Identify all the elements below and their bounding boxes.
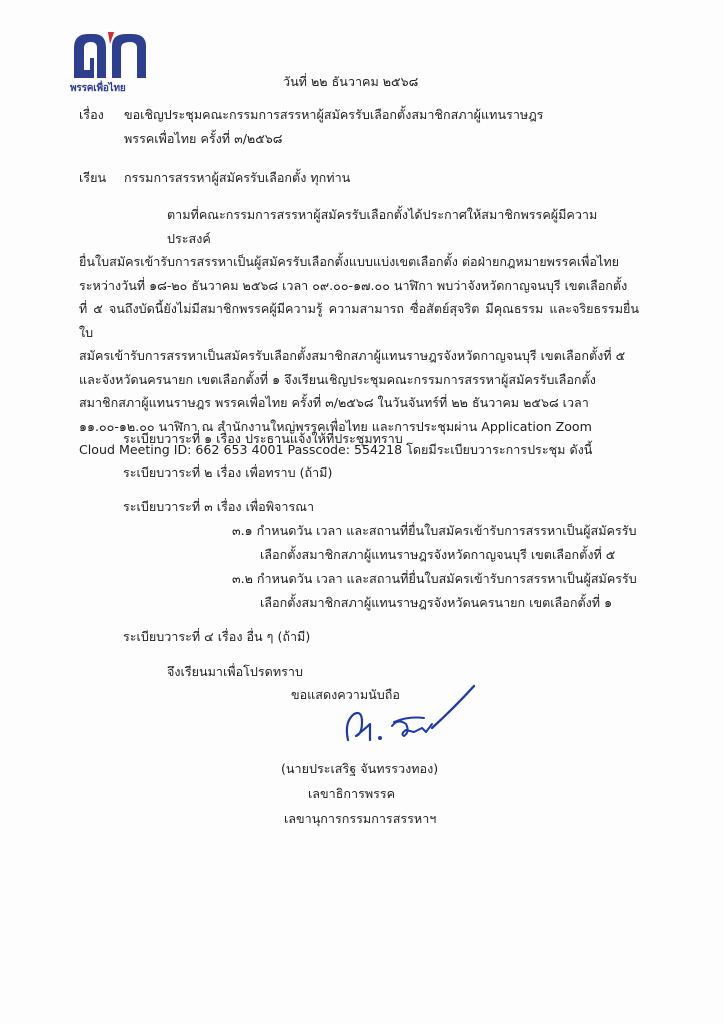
body-line: ที่ ๕ จนถึงบัดนี้ยังไม่มีสมาชิกพรรคผู้มีความรู้ ความสามารถ ซื่อสัตย์สุจริต มีคุณธรรม และจริยธรรมยื่นใบ [79, 301, 639, 340]
subject-line-1: ขอเชิญประชุมคณะกรรมการสรรหาผู้สมัครรับเลือกตั้งสมาชิกสภาผู้แทนราษฎร [124, 107, 544, 122]
body-paragraph [79, 203, 639, 462]
body-line: Cloud Meeting ID: 662 653 4001 Passcode: 554218 โดยมีระเบียบวาระการประชุม ดังนี้ [79, 442, 593, 457]
body-line: ยื่นใบสมัครเข้ารับการสรรหาเป็นผู้สมัครรับเลือกตั้งแบบแบ่งเขตเลือกตั้ง ต่อฝ่ายกฎหมายพรรคเพื่อไทย [79, 254, 620, 269]
regards-line: ขอแสดงความนับถือ [291, 687, 400, 702]
document-date: วันที่ ๒๒ ธันวาคม ๒๕๖๘ [283, 74, 419, 89]
body-line: และจังหวัดนครนายก เขตเลือกตั้งที่ ๑ จึงเรียนเชิญประชุมคณะกรรมการสรรหาผู้สมัครรับเลือกตั้ง [79, 371, 596, 387]
recipient-label: เรียน [79, 170, 107, 185]
agenda-sub-2-line-2: เลือกตั้งสมาชิกสภาผู้แทนราษฎรจังหวัดนครนายก เขตเลือกตั้งที่ ๑ [260, 595, 613, 610]
logo-caption: พรรคเพื่อไทย [70, 83, 126, 94]
agenda-item-4: ระเบียบวาระที่ ๔ เรื่อง อื่น ๆ (ถ้ามี) [123, 629, 311, 644]
agenda-item-1: ระเบียบวาระที่ ๑ เรื่อง ประธานแจ้งให้ที่ประชุมทราบ [123, 431, 403, 446]
body-line: ๑๑.๐๐-๑๒.๐๐ นาฬิกา ณ สำนักงานใหญ่พรรคเพื่อไทย และการประชุมผ่าน Application Zoom [79, 418, 592, 434]
subject-line-2: พรรคเพื่อไทย ครั้งที่ ๓/๒๕๖๘ [124, 131, 283, 146]
signer-name: (นายประเสริฐ จันทรรวงทอง) [281, 761, 439, 776]
signer-title-1: เลขาธิการพรรค [308, 786, 396, 801]
agenda-item-2: ระเบียบวาระที่ ๒ เรื่อง เพื่อทราบ (ถ้ามี) [123, 465, 333, 480]
logo-letter-po [74, 34, 106, 78]
closing-line: จึงเรียนมาเพื่อโปรดทราบ [167, 664, 303, 679]
agenda-sub-1-line-1: ๓.๑ กำหนดวัน เวลา และสถานที่ยื่นใบสมัครเข้ารับการสรรหาเป็นผู้สมัครรับ [232, 523, 637, 538]
body-line: ระหว่างวันที่ ๑๘-๒๐ ธันวาคม ๒๕๖๘ เวลา ๐๙.๐๐-๑๗.๐๐ นาฬิกา พบว่าจังหวัดกาญจนบุรี เขตเลือกตั้ง [79, 277, 628, 293]
agenda-item-3: ระเบียบวาระที่ ๓ เรื่อง เพื่อพิจารณา [123, 499, 315, 514]
agenda-sub-1-line-2: เลือกตั้งสมาชิกสภาผู้แทนราษฎรจังหวัดกาญจนบุรี เขตเลือกตั้งที่ ๕ [260, 547, 616, 562]
signer-title-2: เลขานุการกรรมการสรรหาฯ [284, 811, 437, 826]
logo-letter-tho [112, 34, 146, 78]
body-line: ตามที่คณะกรรมการสรรหาผู้สมัครรับเลือกตั้งได้ประกาศให้สมาชิกพรรคผู้มีความประสงค์ [167, 207, 598, 246]
body-line: สมัครเข้ารับการสรรหาเป็นสมัครรับเลือกตั้งสมาชิกสภาผู้แทนราษฎรจังหวัดกาญจนบุรี เขตเลือกตั้งที่ ๕ [79, 348, 626, 363]
agenda-sub-2-line-1: ๓.๒ กำหนดวัน เวลา และสถานที่ยื่นใบสมัครเข้ารับการสรรหาเป็นผู้สมัครรับ [232, 571, 637, 586]
handwritten-signature [336, 672, 486, 752]
body-line: สมาชิกสภาผู้แทนราษฎร พรรคเพื่อไทย ครั้งที่ ๓/๒๕๖๘ ในวันจันทร์ที่ ๒๒ ธันวาคม ๒๕๖๘ เวลา [79, 395, 589, 410]
subject-label: เรื่อง [79, 107, 104, 122]
recipient-text: กรรมการสรรหาผู้สมัครรับเลือกตั้ง ทุกท่าน [124, 170, 351, 185]
